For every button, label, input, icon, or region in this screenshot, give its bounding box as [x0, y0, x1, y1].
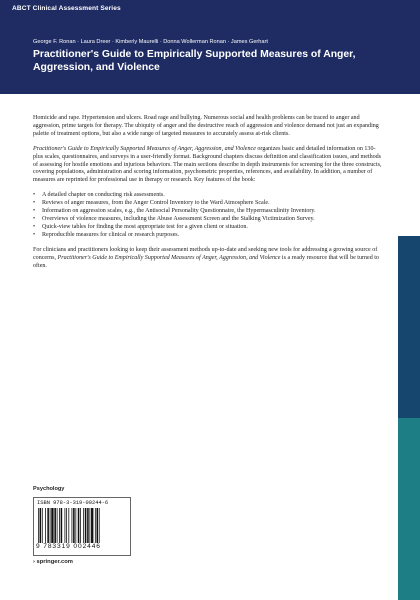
description-body — [33, 115, 385, 277]
feature-item: • Quick-view tables for finding the most appropriate test for a given client or situation. — [33, 224, 385, 232]
intro-paragraph: Homicide and rape. Hypertension and ulcers. Road rage and bullying. Numerous social and health problems can be traced to anger and aggression, prime targets for therapy. The ubiquity of anger and the destructive reach of aggression and violence demand not just an expanding palette of treatment options, but also a wide range of targeted measures to accurately assess at-risk clients. — [33, 115, 379, 137]
feature-item: • Reproducible measures for clinical or research purposes. — [33, 232, 385, 240]
feature-item: • Information on aggression scales, e.g., the Antisocial Personality Questionnaire, the Hypermasculinity Inventory. — [33, 208, 385, 216]
overview-text: organizes basic and detailed information on 130-plus scales, questionnaires, and surveys in a user-friendly format. Background chapters discuss definition and classification issues, and methods of assessing for hostile emotions and injurious behaviors. The main sections describe in depth instruments for screening for the three constructs, covering populations, administration and scoring information, psychometric properties, references, and availability. In addition, a number of measures are reprinted for professional use in therapy or research. Key features of the book: — [33, 145, 382, 184]
closing-paragraph — [33, 247, 385, 271]
feature-item: • A detailed chapter on conducting risk assessments. — [33, 192, 385, 200]
closing-text-start: For clinicians and practitioners looking to keep their assessment methods up-to-date and seeking new tools for addressing a growing source of concerns, — [33, 246, 378, 261]
isbn-label: ISBN 978-3-319-00244-6 — [37, 500, 109, 506]
side-color-stripe — [398, 236, 420, 600]
website-link[interactable]: › springer.com — [33, 559, 73, 565]
closing-book-title: Practitioner's Guide to Empirically Supported Measures of Anger, Aggression, and Violence — [57, 254, 281, 261]
feature-item: • Reviews of anger measures, from the Anger Control Inventory to the Ward Atmosphere Scale. — [33, 200, 385, 208]
feature-list — [33, 192, 385, 239]
header-band — [0, 0, 420, 94]
barcode-digits: 9 783319 002446 — [36, 543, 101, 550]
book-title: Practitioner's Guide to Empirically Supported Measures of Anger, Aggression, and Violence — [33, 49, 356, 73]
barcode-box — [33, 497, 131, 556]
author-list: George F. Ronan · Laura Dreer · Kimberly Maurelli · Donna Wollerman Ronan · James Gerhart — [33, 39, 268, 45]
overview-book-title: Practitioner's Guide to Empirically Supported Measures of Anger, Aggression, and Violence — [33, 145, 256, 152]
barcode-icon — [38, 508, 126, 543]
subject-category: Psychology — [33, 486, 65, 492]
series-name: ABCT Clinical Assessment Series — [12, 5, 121, 12]
closing-text-end: is a ready resource that will be turned to often. — [33, 254, 379, 269]
feature-item: • Overviews of violence measures, including the Abuse Assessment Screen and the Stalking Victimization Survey. — [33, 216, 385, 224]
overview-paragraph — [33, 146, 385, 186]
